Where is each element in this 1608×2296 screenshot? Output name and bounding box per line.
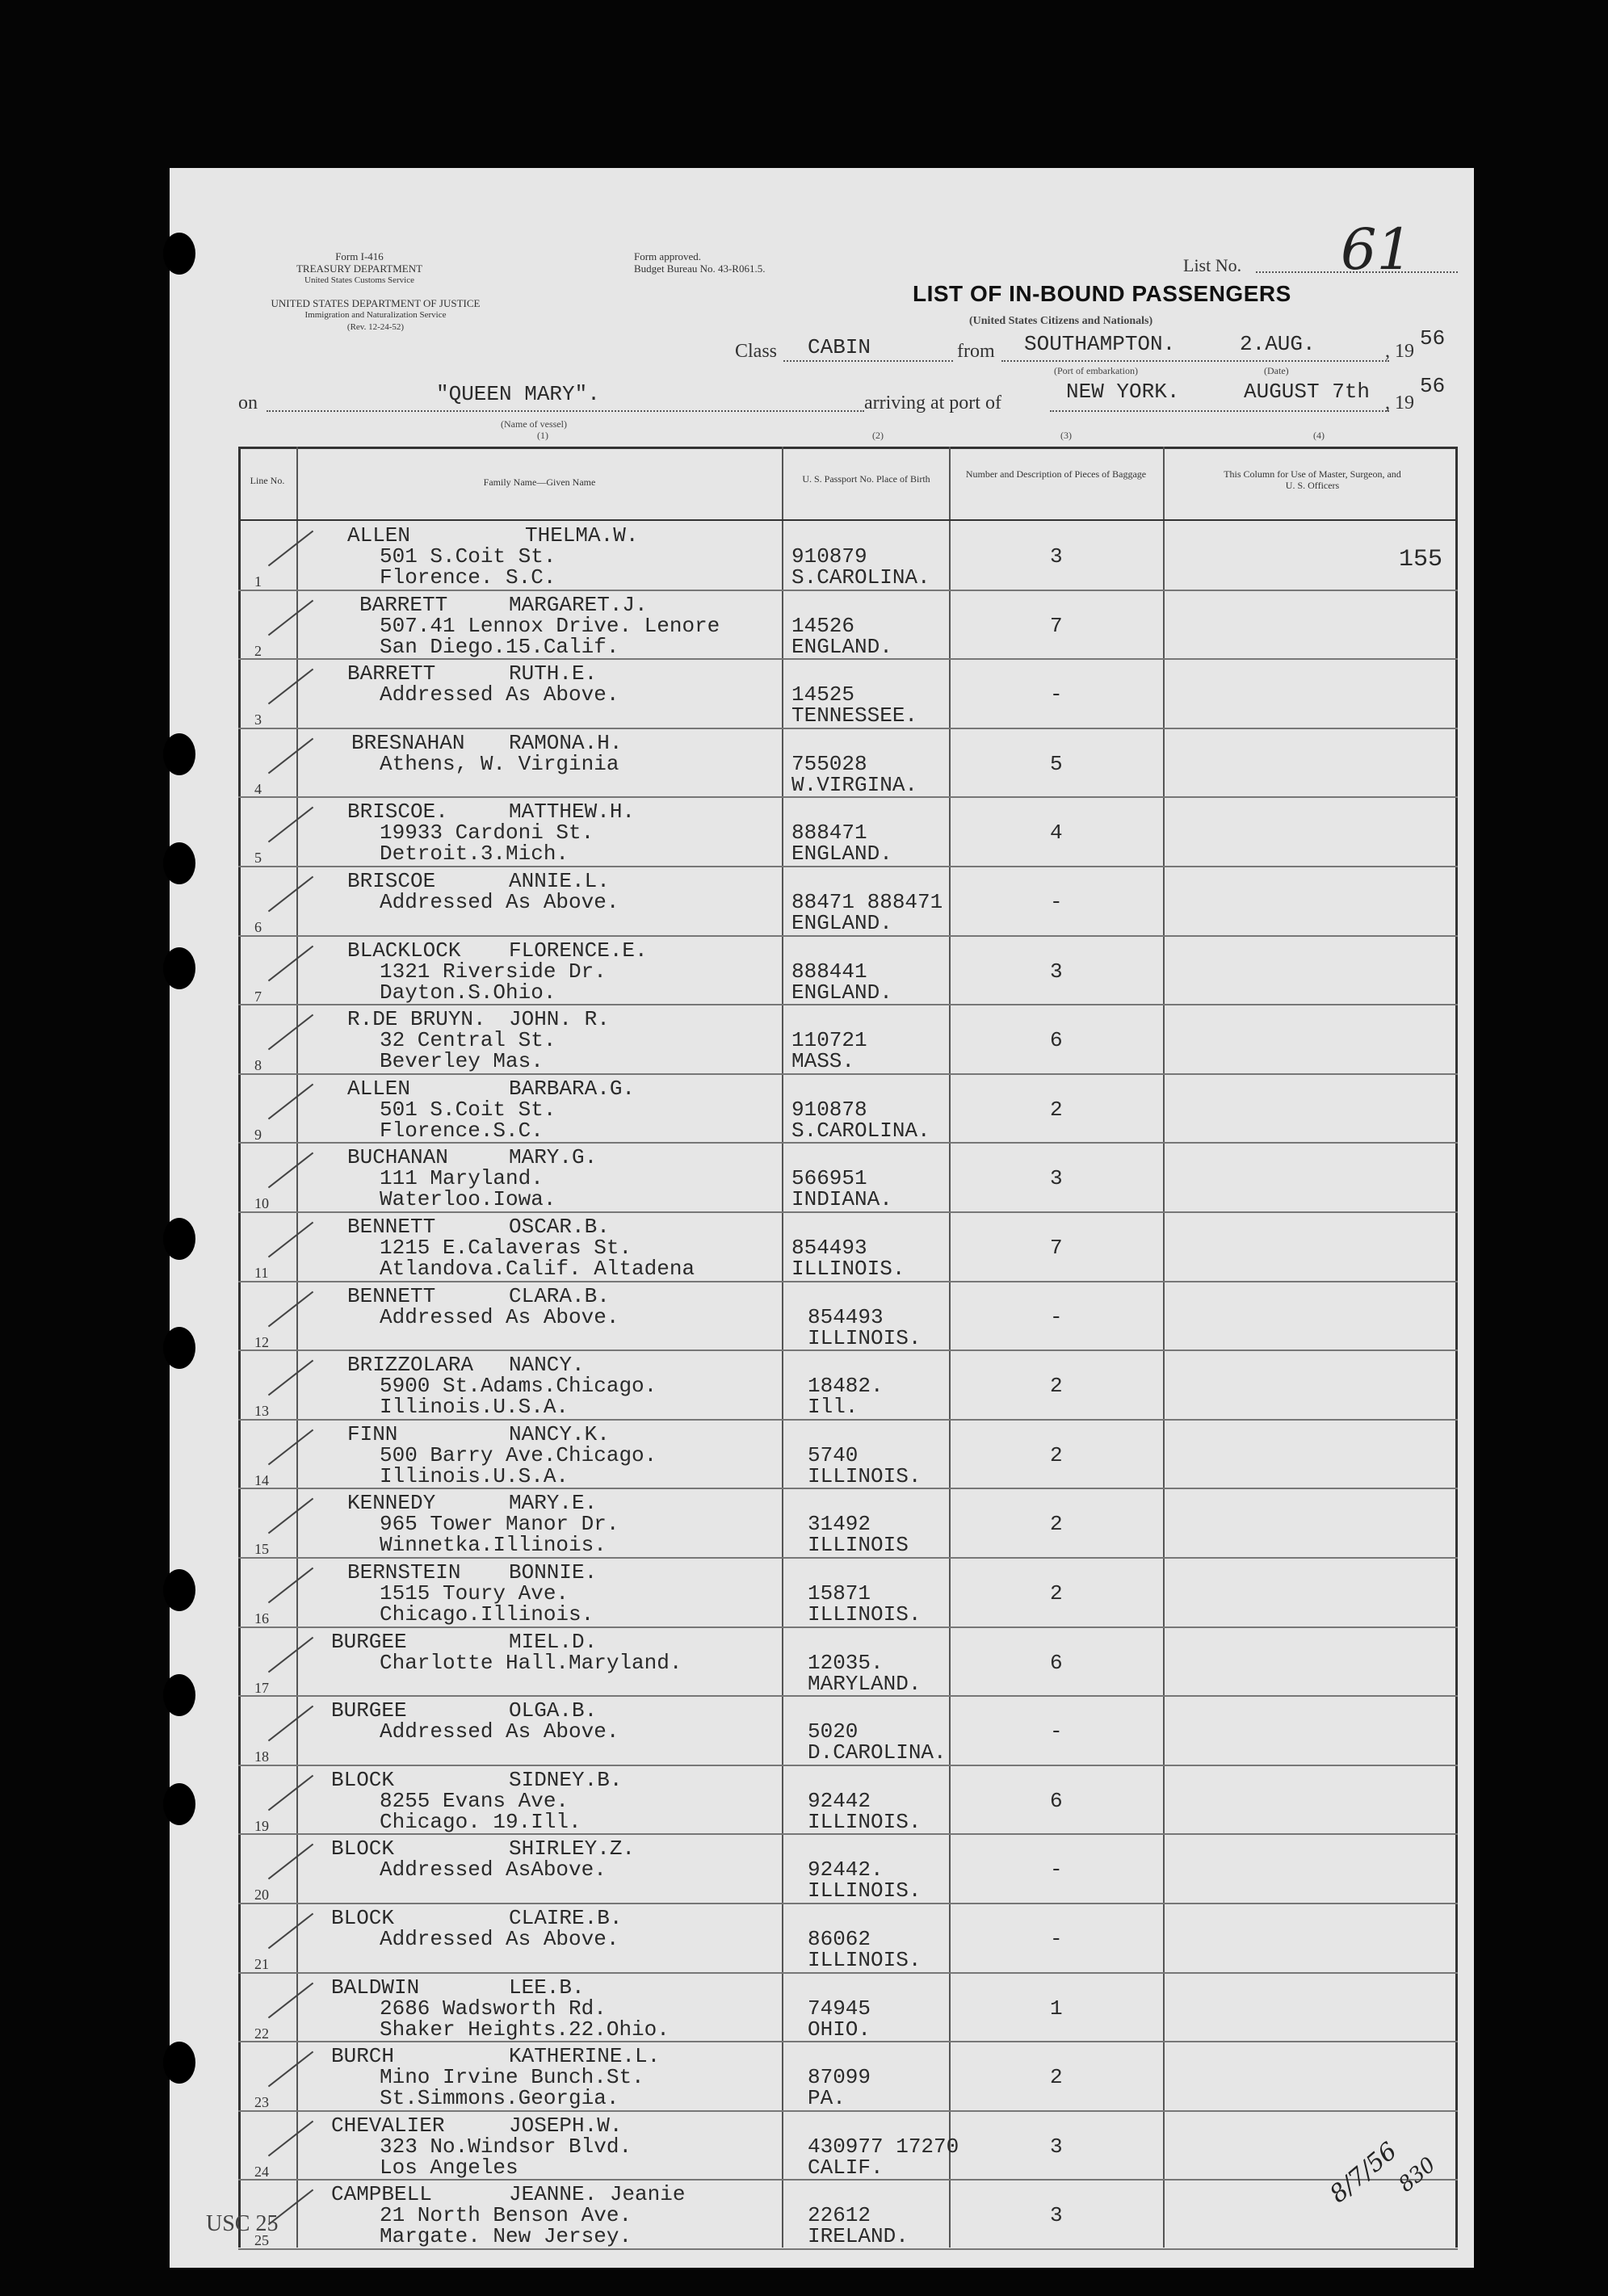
- punch-hole: [163, 1218, 195, 1260]
- row-passport-no: 854493: [808, 1304, 884, 1329]
- row-line-no: 18: [254, 1748, 269, 1765]
- row-address-1: 965 Tower Manor Dr.: [380, 1512, 619, 1537]
- arrival-port: NEW YORK.: [1066, 380, 1180, 404]
- row-address-2: San Diego.15.Calif.: [380, 634, 619, 659]
- row-divider: [238, 1695, 1458, 1697]
- form-number: Form I-416: [335, 250, 384, 262]
- row-passport-no: 755028: [791, 751, 867, 776]
- col2-number: (2): [872, 430, 884, 441]
- row-baggage: 5: [1050, 751, 1063, 776]
- row-given-name: OLGA.B.: [509, 1698, 598, 1723]
- class-label: Class: [735, 341, 778, 362]
- row-baggage: -: [1050, 890, 1063, 914]
- budget-bureau: Budget Bureau No. 43-R061.5.: [634, 262, 766, 275]
- row-baggage: 6: [1050, 1788, 1063, 1813]
- row-address-1: 500 Barry Ave.Chicago.: [380, 1442, 657, 1467]
- row-given-name: MIEL.D.: [509, 1629, 598, 1654]
- row-address-1: Charlotte Hall.Maryland.: [380, 1650, 682, 1675]
- row-given-name: MATTHEW.H.: [509, 800, 636, 825]
- row-family-name: R.DE BRUYN.: [347, 1007, 486, 1032]
- row-divider: [238, 866, 1458, 867]
- row-address-1: 32 Central St.: [380, 1028, 556, 1053]
- row-birthplace: Ill.: [808, 1395, 859, 1420]
- form-agency-block: [238, 250, 481, 287]
- row-birthplace: ENGLAND.: [791, 980, 892, 1005]
- row-passport-no: 18482.: [808, 1374, 884, 1399]
- row-baggage: -: [1050, 682, 1063, 707]
- page-title: LIST OF IN-BOUND PASSENGERS: [913, 281, 1291, 306]
- row-line-no: 2: [254, 642, 262, 659]
- vessel-caption: (Name of vessel): [501, 418, 567, 430]
- row-birthplace: S.CAROLINA.: [791, 1118, 930, 1143]
- row-passport-no: 15871: [808, 1581, 871, 1606]
- row-line-no: 10: [254, 1195, 269, 1212]
- row-address-1: 1515 Toury Ave.: [380, 1581, 569, 1606]
- row-passport-no: 888441: [791, 959, 867, 984]
- row-address-1: 1215 E.Calaveras St.: [380, 1236, 632, 1260]
- row-divider: [238, 1627, 1458, 1628]
- form-approved: Form approved.: [634, 250, 702, 262]
- row-given-name: LEE.B.: [509, 1975, 585, 2000]
- row-line-no: 21: [254, 1956, 269, 1972]
- row-divider: [238, 1557, 1458, 1559]
- row-passport-no: 854493: [791, 1236, 867, 1260]
- list-no-value: 61: [1341, 216, 1413, 283]
- row-given-name: RAMONA.H.: [509, 730, 623, 755]
- year-prefix-1: , 19: [1385, 341, 1414, 362]
- punch-hole: [163, 733, 195, 775]
- row-address-1: Athens, W. Virginia: [380, 751, 619, 776]
- header-divider: [238, 519, 1458, 521]
- row-family-name: FINN: [347, 1421, 398, 1446]
- row-birthplace: IRELAND.: [808, 2224, 909, 2249]
- row-family-name: BENNETT: [347, 1283, 436, 1308]
- row-divider: [238, 1903, 1458, 1904]
- row-baggage: 2: [1050, 2065, 1063, 2090]
- row-line-no: 19: [254, 1817, 269, 1834]
- row-passport-no: 110721: [791, 1028, 867, 1053]
- row-given-name: NANCY.K.: [509, 1421, 610, 1446]
- row-family-name: BERNSTEIN: [347, 1560, 461, 1585]
- punch-hole: [163, 947, 195, 989]
- row-divider: [238, 1211, 1458, 1213]
- row-family-name: BRESNAHAN: [351, 730, 465, 755]
- row-given-name: KATHERINE.L.: [509, 2044, 661, 2069]
- row-family-name: BLOCK: [331, 1836, 395, 1862]
- row-birthplace: S.CAROLINA.: [791, 565, 930, 590]
- row-line-no: 4: [254, 780, 262, 797]
- embark-date: 2.AUG.: [1240, 332, 1316, 356]
- row-given-name: JOHN. R.: [509, 1007, 610, 1032]
- header-officer: This Column for Use of Master, Surgeon, and U. S. Officers: [1224, 468, 1401, 491]
- row-birthplace: ILLINOIS.: [808, 1809, 922, 1834]
- row-passport-no: 5740: [808, 1442, 859, 1467]
- row-address-1: 111 Maryland.: [380, 1166, 544, 1191]
- row-divider: [238, 1142, 1458, 1144]
- row-address-1: Mino Irvine Bunch.St.: [380, 2065, 644, 2090]
- row-divider: [238, 935, 1458, 937]
- col-divider: [949, 447, 951, 2248]
- row-address-1: 8255 Evans Ave.: [380, 1788, 569, 1813]
- usc-stamp: USC 25: [206, 2211, 279, 2236]
- row-address-2: Margate. New Jersey.: [380, 2224, 632, 2249]
- row-divider: [238, 1004, 1458, 1005]
- row-given-name: MARY.G.: [509, 1145, 598, 1170]
- row-address-1: 5900 St.Adams.Chicago.: [380, 1374, 657, 1399]
- row-divider: [238, 1419, 1458, 1421]
- from-label: from: [957, 341, 995, 362]
- row-given-name: MARGARET.J.: [509, 592, 648, 617]
- col1-number: (1): [537, 430, 548, 441]
- row-divider: [238, 1281, 1458, 1282]
- row-family-name: BENNETT: [347, 1215, 436, 1239]
- row-birthplace: ILLINOIS.: [808, 1602, 922, 1627]
- row-line-no: 25: [254, 2232, 269, 2249]
- row-address-2: Shaker Heights.22.Ohio.: [380, 2017, 670, 2042]
- row-address-1: 2686 Wadsworth Rd.: [380, 1996, 607, 2021]
- row-family-name: BURGEE: [331, 1629, 407, 1654]
- row-address-2: Illinois.U.S.A.: [380, 1463, 569, 1488]
- row-given-name: ANNIE.L.: [509, 869, 610, 893]
- row-birthplace: INDIANA.: [791, 1187, 892, 1212]
- row-passport-no: 430977 17270: [808, 2134, 959, 2159]
- row-address-1: 1321 Riverside Dr.: [380, 959, 607, 984]
- row-divider: [238, 796, 1458, 798]
- row-address-2: Los Angeles: [380, 2155, 519, 2180]
- vessel-name: "QUEEN MARY".: [436, 382, 600, 406]
- row-line-no: 24: [254, 2163, 269, 2180]
- row-birthplace: ENGLAND.: [791, 634, 892, 659]
- row-passport-no: 86062: [808, 1927, 871, 1951]
- embark-port: SOUTHAMPTON.: [1024, 332, 1176, 356]
- row-family-name: ALLEN: [347, 1076, 411, 1101]
- row-address-1: 323 No.Windsor Blvd.: [380, 2134, 632, 2159]
- vessel-line: [267, 410, 864, 412]
- row-line-no: 16: [254, 1610, 269, 1627]
- row-given-name: CLAIRE.B.: [509, 1906, 623, 1930]
- row-line-no: 6: [254, 919, 262, 935]
- row-passport-no: 22612: [808, 2203, 871, 2228]
- row-divider: [238, 590, 1458, 591]
- row-baggage: 2: [1050, 1374, 1063, 1399]
- row-passport-no: 910879: [791, 544, 867, 569]
- year-1: 56: [1420, 326, 1446, 350]
- row-divider: [238, 1349, 1458, 1351]
- row-divider: [238, 1765, 1458, 1766]
- row-line-no: 17: [254, 1679, 269, 1696]
- punch-hole: [163, 1674, 195, 1716]
- row-address-2: Waterloo.Iowa.: [380, 1187, 556, 1212]
- header-line-no: Line No.: [250, 475, 285, 486]
- row-baggage: 1: [1050, 1996, 1063, 2021]
- row-birthplace: OHIO.: [808, 2017, 871, 2042]
- row-passport-no: 12035.: [808, 1650, 884, 1675]
- row-line-no: 13: [254, 1403, 269, 1420]
- row-family-name: BRIZZOLARA: [347, 1353, 474, 1378]
- row-line-no: 3: [254, 711, 262, 728]
- row-divider: [238, 2248, 1458, 2250]
- row-family-name: BLOCK: [331, 1767, 395, 1792]
- row-passport-no: 74945: [808, 1996, 871, 2021]
- row-passport-no: 31492: [808, 1512, 871, 1537]
- row-address-2: Detroit.3.Mich.: [380, 842, 569, 867]
- row-baggage: 2: [1050, 1442, 1063, 1467]
- row-passport-no: 566951: [791, 1166, 867, 1191]
- row-address-2: Atlandova.Calif. Altadena: [380, 1257, 695, 1281]
- row-address-2: Chicago.Illinois.: [380, 1602, 594, 1627]
- row-address-2: Florence.S.C.: [380, 1118, 544, 1143]
- passenger-list-sheet: [170, 168, 1474, 2268]
- row-baggage: -: [1050, 1927, 1063, 1951]
- customs-service: United States Customs Service: [304, 275, 414, 285]
- justice-dept: UNITED STATES DEPARTMENT OF JUSTICE: [271, 297, 481, 309]
- approval-block: [634, 250, 765, 275]
- justice-block: [234, 297, 517, 334]
- row-given-name: CLARA.B.: [509, 1283, 610, 1308]
- row-family-name: BRISCOE.: [347, 800, 448, 825]
- arriving-label: arriving at port of: [864, 392, 1001, 413]
- row-passport-no: 888471: [791, 821, 867, 846]
- row-birthplace: ILLINOIS.: [791, 1257, 905, 1281]
- row-family-name: BUCHANAN: [347, 1145, 448, 1170]
- row-address-2: Florence. S.C.: [380, 565, 556, 590]
- row-divider: [238, 658, 1458, 660]
- row-given-name: THELMA.W.: [525, 523, 639, 548]
- row-birthplace: ENGLAND.: [791, 911, 892, 935]
- on-label: on: [238, 392, 258, 413]
- punch-hole: [163, 233, 195, 275]
- class-line: [783, 360, 953, 362]
- row-passport-no: 5020: [808, 1719, 859, 1744]
- row-address-1: Addressed As Above.: [380, 1304, 619, 1329]
- row-address-2: Beverley Mas.: [380, 1049, 544, 1074]
- row-birthplace: CALIF.: [808, 2155, 884, 2180]
- row-family-name: BLACKLOCK: [347, 938, 461, 963]
- col-divider: [1163, 447, 1165, 2248]
- row-birthplace: ILLINOIS.: [808, 1463, 922, 1488]
- row-given-name: SIDNEY.B.: [509, 1767, 623, 1792]
- row-baggage: -: [1050, 1719, 1063, 1744]
- row-family-name: BARRETT: [347, 661, 436, 686]
- row-family-name: ALLEN: [347, 523, 411, 548]
- row-address-2: Chicago. 19.Ill.: [380, 1809, 581, 1834]
- row-family-name: BARRETT: [359, 592, 448, 617]
- row-given-name: BONNIE.: [509, 1560, 598, 1585]
- row-family-name: CHEVALIER: [331, 2113, 445, 2138]
- officer-signature-time: 830: [1394, 2152, 1441, 2197]
- row-baggage: 3: [1050, 544, 1063, 569]
- row-given-name: FLORENCE.E.: [509, 938, 648, 963]
- row-line-no: 9: [254, 1126, 262, 1143]
- row-line-no: 12: [254, 1333, 269, 1350]
- row-divider: [238, 728, 1458, 729]
- row-passport-no: 14526: [791, 613, 855, 638]
- row-passport-no: 88471 888471: [791, 890, 943, 914]
- row-baggage: 2: [1050, 1097, 1063, 1122]
- row-given-name: OSCAR.B.: [509, 1215, 610, 1239]
- year-2: 56: [1420, 374, 1446, 398]
- row-divider: [238, 2179, 1458, 2181]
- header-passport: U. S. Passport No. Place of Birth: [802, 473, 930, 485]
- row-line-no: 15: [254, 1541, 269, 1558]
- row-birthplace: D.CAROLINA.: [808, 1740, 947, 1765]
- col3-number: (3): [1060, 430, 1072, 441]
- row-baggage: 7: [1050, 1236, 1063, 1260]
- port-embark-caption: (Port of embarkation): [1054, 365, 1138, 376]
- row-address-1: 501 S.Coit St.: [380, 1097, 556, 1122]
- row-birthplace: ILLINOIS: [808, 1533, 909, 1558]
- punch-hole: [163, 1569, 195, 1611]
- row-given-name: MARY.E.: [509, 1491, 598, 1516]
- row-baggage: 4: [1050, 821, 1063, 846]
- row-family-name: CAMPBELL: [331, 2182, 432, 2207]
- row-baggage: 2: [1050, 1512, 1063, 1537]
- row-passport-no: 910878: [791, 1097, 867, 1122]
- row-baggage: 2: [1050, 1581, 1063, 1606]
- row-birthplace: ILLINOIS.: [808, 1948, 922, 1972]
- row-birthplace: TENNESSEE.: [791, 703, 918, 728]
- row-address-1: 19933 Cardoni St.: [380, 821, 594, 846]
- row-family-name: BLOCK: [331, 1906, 395, 1930]
- punch-hole: [163, 842, 195, 884]
- row-given-name: JOSEPH.W.: [509, 2113, 623, 2138]
- row-address-2: Illinois.U.S.A.: [380, 1395, 569, 1420]
- page-subtitle: (United States Citizens and Nationals): [969, 315, 1153, 327]
- revision: (Rev. 12-24-52): [346, 322, 405, 332]
- row-line-no: 22: [254, 2025, 269, 2042]
- from-line: [1001, 360, 1389, 362]
- treasury-dept: TREASURY DEPARTMENT: [296, 262, 423, 275]
- row-given-name: BARBARA.G.: [509, 1076, 636, 1101]
- row-given-name: JEANNE. Jeanie: [509, 2182, 686, 2207]
- date-caption: (Date): [1264, 365, 1289, 376]
- row-baggage: 3: [1050, 959, 1063, 984]
- row-given-name: RUTH.E.: [509, 661, 598, 686]
- row-baggage: -: [1050, 1857, 1063, 1883]
- row-address-1: Addressed As Above.: [380, 1927, 619, 1951]
- row-birthplace: ILLINOIS.: [808, 1325, 922, 1350]
- row-baggage: 3: [1050, 2203, 1063, 2228]
- row-address-1: Addressed AsAbove.: [380, 1857, 607, 1883]
- row-address-1: Addressed As Above.: [380, 890, 619, 914]
- header-baggage: Number and Description of Pieces of Baggage: [965, 468, 1147, 480]
- row-line-no: 8: [254, 1057, 262, 1074]
- officer-signature-date: 8/7/56: [1325, 2137, 1403, 2209]
- row-address-2: Winnetka.Illinois.: [380, 1533, 607, 1558]
- row-divider: [238, 1073, 1458, 1075]
- row-birthplace: PA.: [808, 2086, 846, 2111]
- row-address-2: Dayton.S.Ohio.: [380, 980, 556, 1005]
- row-birthplace: ILLINOIS.: [808, 1878, 922, 1904]
- row-divider: [238, 1833, 1458, 1835]
- col4-number: (4): [1313, 430, 1325, 441]
- arrival-line: [1050, 410, 1389, 412]
- punch-hole: [163, 1783, 195, 1825]
- row-birthplace: ENGLAND.: [791, 842, 892, 867]
- row-baggage: 6: [1050, 1650, 1063, 1675]
- row-birthplace: MARYLAND.: [808, 1671, 922, 1696]
- row-family-name: BURGEE: [331, 1698, 407, 1723]
- row-family-name: BRISCOE: [347, 869, 436, 893]
- row-birthplace: W.VIRGINA.: [791, 772, 918, 797]
- row-passport-no: 92442.: [808, 1857, 884, 1883]
- row-address-1: 21 North Benson Ave.: [380, 2203, 632, 2228]
- row-family-name: BALDWIN: [331, 1975, 420, 2000]
- row-divider: [238, 1488, 1458, 1489]
- row-address-2: St.Simmons.Georgia.: [380, 2086, 619, 2111]
- officer-count: 155: [1399, 546, 1443, 573]
- row-given-name: NANCY.: [509, 1353, 585, 1378]
- row-baggage: -: [1050, 1304, 1063, 1329]
- row-line-no: 11: [254, 1265, 269, 1281]
- row-line-no: 23: [254, 2094, 269, 2111]
- list-no-label: List No.: [1183, 255, 1242, 275]
- row-divider: [238, 2110, 1458, 2112]
- row-given-name: SHIRLEY.Z.: [509, 1836, 636, 1862]
- year-prefix-2: , 19: [1385, 392, 1414, 413]
- row-divider: [238, 1972, 1458, 1974]
- row-baggage: 7: [1050, 613, 1063, 638]
- row-line-no: 1: [254, 573, 262, 590]
- row-passport-no: 92442: [808, 1788, 871, 1813]
- punch-hole: [163, 2042, 195, 2084]
- arrival-date: AUGUST 7th: [1244, 380, 1371, 404]
- row-passport-no: 87099: [808, 2065, 871, 2090]
- row-line-no: 5: [254, 850, 262, 867]
- row-address-1: Addressed As Above.: [380, 682, 619, 707]
- row-baggage: 3: [1050, 1166, 1063, 1191]
- row-baggage: 6: [1050, 1028, 1063, 1053]
- row-divider: [238, 2041, 1458, 2042]
- row-line-no: 20: [254, 1887, 269, 1904]
- row-address-1: 501 S.Coit St.: [380, 544, 556, 569]
- row-baggage: 3: [1050, 2134, 1063, 2159]
- col-divider: [782, 447, 783, 2248]
- row-address-1: Addressed As Above.: [380, 1719, 619, 1744]
- row-family-name: KENNEDY: [347, 1491, 436, 1516]
- row-family-name: BURCH: [331, 2044, 395, 2069]
- row-birthplace: MASS.: [791, 1049, 855, 1074]
- row-passport-no: 14525: [791, 682, 855, 707]
- row-line-no: 14: [254, 1471, 269, 1488]
- row-address-1: 507.41 Lennox Drive. Lenore: [380, 613, 720, 638]
- punch-hole: [163, 1327, 195, 1369]
- col-divider: [296, 447, 298, 2248]
- header-family-name: Family Name—Given Name: [483, 476, 596, 488]
- class-value: CABIN: [808, 335, 871, 359]
- ins-service: Immigration and Naturalization Service: [304, 310, 447, 320]
- row-line-no: 7: [254, 988, 262, 1005]
